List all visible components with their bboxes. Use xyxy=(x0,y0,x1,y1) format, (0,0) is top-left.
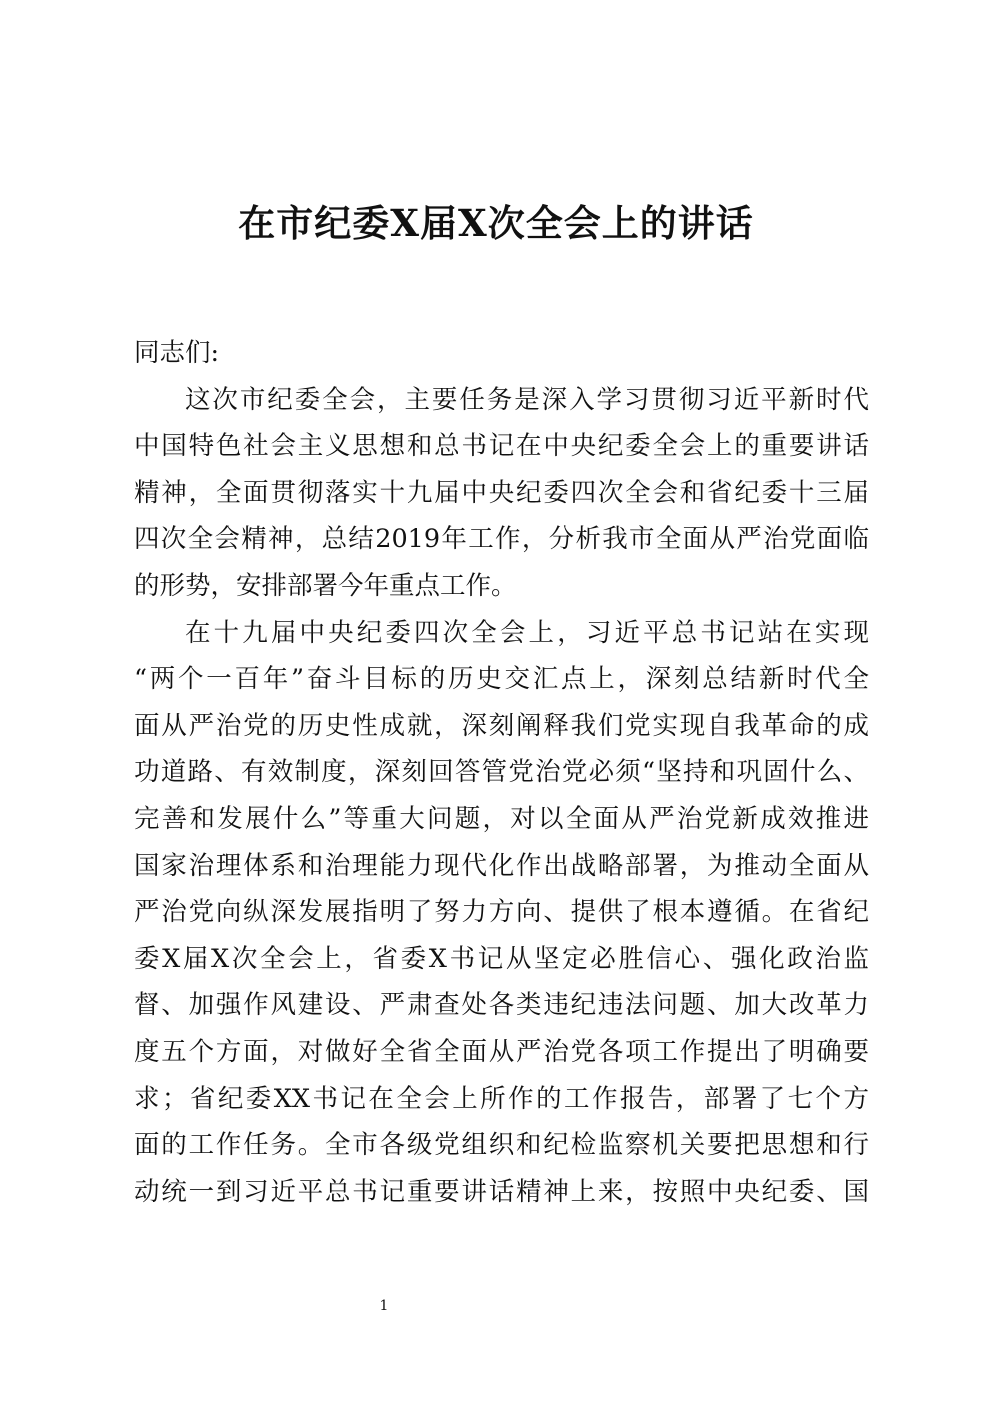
body-line: 度五个方面，对做好全省全面从严治党各项工作提出了明确要 xyxy=(134,1036,869,1067)
body-line: 中国特色社会主义思想和总书记在中央纪委全会上的重要讲话 xyxy=(134,431,869,462)
body-line: 求；省纪委XX书记在全会上所作的工作报告，部署了七个方 xyxy=(134,1083,869,1114)
body-line: 国家治理体系和治理能力现代化作出战略部署，为推动全面从 xyxy=(134,850,869,881)
body-line: 在十九届中央纪委四次全会上，习近平总书记站在实现 xyxy=(185,617,869,648)
body-line: 面从严治党的历史性成就，深刻阐释我们党实现自我革命的成 xyxy=(134,710,869,741)
body-line: 四次全会精神，总结2019年工作，分析我市全面从严治党面临 xyxy=(134,524,869,555)
body-line: 功道路、有效制度，深刻回答管党治党必须“坚持和巩固什么、 xyxy=(134,757,869,788)
body-line: 完善和发展什么”等重大问题，对以全面从严治党新成效推进 xyxy=(134,803,869,834)
body-line: 精神，全面贯彻落实十九届中央纪委四次全会和省纪委十三届 xyxy=(134,477,869,508)
page-number: 1 xyxy=(379,1298,389,1314)
document-body xyxy=(134,330,869,1215)
body-line: 动统一到习近平总书记重要讲话精神上来，按照中央纪委、国 xyxy=(134,1176,869,1207)
body-line: 面的工作任务。全市各级党组织和纪检监察机关要把思想和行 xyxy=(134,1130,869,1161)
body-line: “两个一百年”奋斗目标的历史交汇点上，深刻总结新时代全 xyxy=(134,664,869,695)
body-line: 这次市纪委全会，主要任务是深入学习贯彻习近平新时代 xyxy=(185,384,869,415)
body-line: 严治党向纵深发展指明了努力方向、提供了根本遵循。在省纪 xyxy=(134,897,869,928)
body-line: 的形势，安排部署今年重点工作。 xyxy=(134,570,517,601)
salutation: 同志们: xyxy=(134,338,220,368)
body-line: 委X届X次全会上，省委X书记从坚定必胜信心、强化政治监 xyxy=(134,943,869,974)
body-line: 督、加强作风建设、严肃查处各类违纪违法问题、加大改革力 xyxy=(134,990,869,1021)
document-title: 在市纪委X届X次全会上的讲话 xyxy=(238,201,754,245)
